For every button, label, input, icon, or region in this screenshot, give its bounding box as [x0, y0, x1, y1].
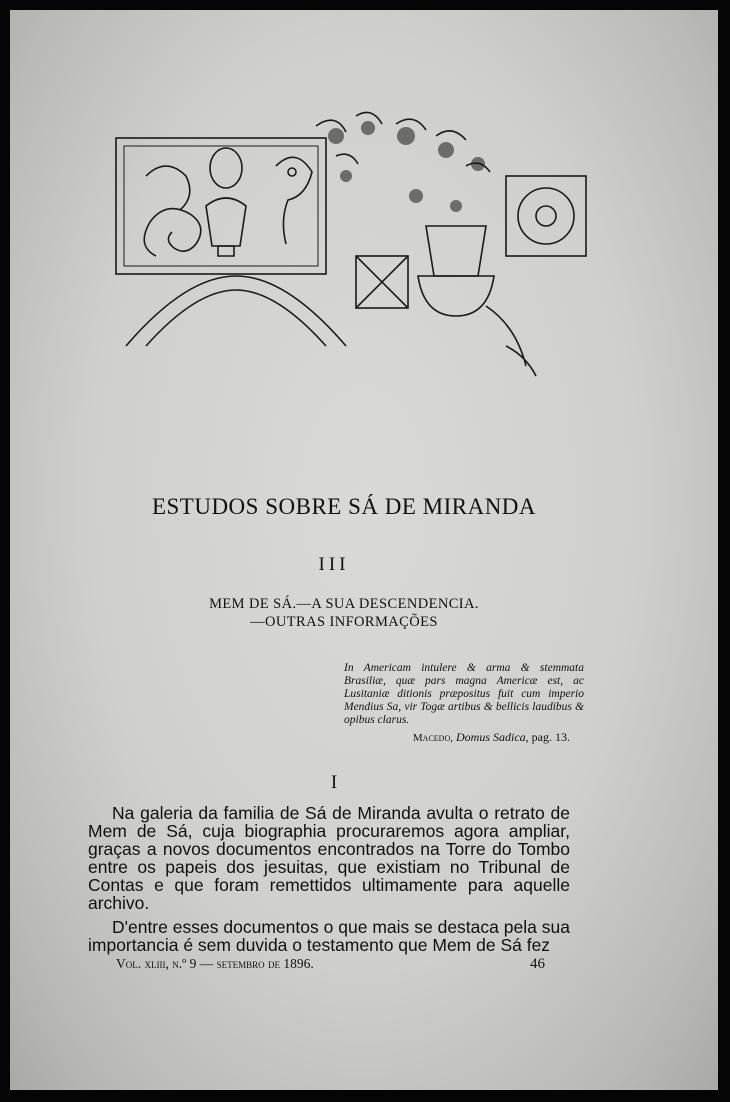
subtitle-line-1: MEM DE SÁ.—A SUA DESCENDENCIA. [209, 596, 479, 612]
epigraph-source [390, 730, 570, 745]
subtitle-line-2: —OUTRAS INFORMAÇÕES [250, 614, 438, 630]
paragraph: D'entre esses documentos o que mais se destaca pela sua importancia é sem duvida o testamento que Mem de Sá fez [88, 917, 570, 955]
decorative-vignette-illustration [106, 106, 606, 402]
epigraph-author: Macedo, [412, 732, 453, 744]
epigraph-quote: In Americam intulere & arma & stemmata Brasiliæ, quæ pars magna Americæ est, ac Lusitaniæ ditionis præpositus fuit cum imperio Mendius Sa, vir Togæ artibus & bellicis laudibus & opibus clarus. [344, 662, 584, 726]
paragraph: Na galeria da familia de Sá de Miranda avulta o retrato de Mem de Sá, cuja biographia procuraremos agora ampliar, graças a novos documentos encontrados na Torre do Tombo entre os papeis dos jesuitas, que existiam no Tribunal de Contas e que foram remettidos ultimamente para aquelle archivo. [88, 803, 570, 913]
section-number: I [330, 772, 338, 793]
document-page [10, 10, 718, 1090]
body-text [88, 804, 570, 960]
page-number: 46 [530, 956, 545, 972]
volume-info: Vol. xliii, n.º 9 — setembro de 1896. [116, 956, 314, 971]
epigraph-page: pag. 13. [531, 730, 570, 744]
part-number: III [318, 554, 350, 575]
epigraph-work: Domus Sadica, [456, 730, 529, 744]
article-title: ESTUDOS SOBRE SÁ DE MIRANDA [151, 494, 537, 519]
